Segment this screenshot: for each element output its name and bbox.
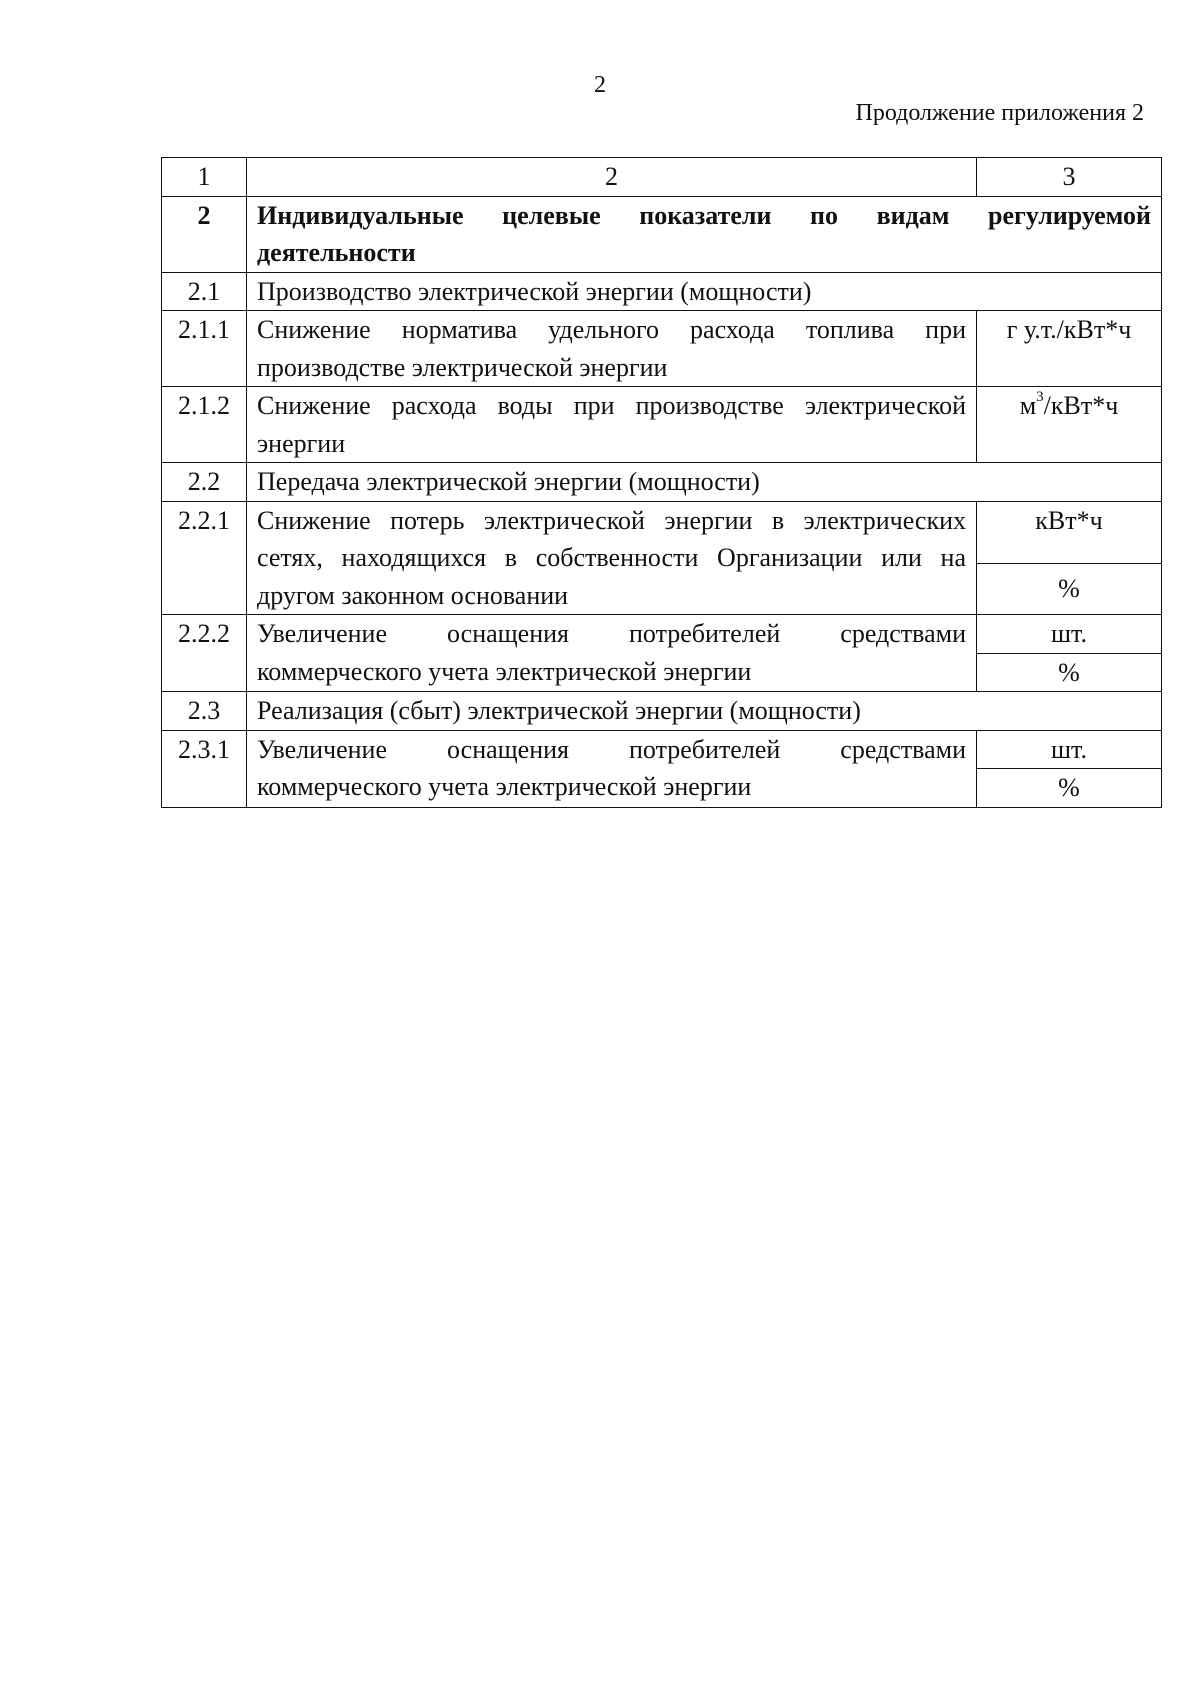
- row-number: 2.2.2: [162, 615, 247, 692]
- indicators-table: [161, 157, 1162, 808]
- row-number: 2.1.2: [162, 387, 247, 463]
- row-description: Снижение норматива удельного расхода топлива при производстве электрической энергии: [247, 311, 977, 387]
- table-row: [162, 730, 1162, 769]
- table-row: [162, 463, 1162, 502]
- row-description: Передача электрической энергии (мощности): [247, 463, 1162, 502]
- row-unit: шт.: [977, 615, 1162, 654]
- row-unit: [977, 387, 1162, 463]
- row-unit: %: [977, 653, 1162, 692]
- row-description-line: Увеличение оснащения потребителей средствами: [257, 734, 966, 764]
- row-number: 2.1.1: [162, 311, 247, 387]
- row-description: [247, 730, 977, 807]
- row-unit: шт.: [977, 730, 1162, 769]
- row-unit: %: [977, 769, 1162, 808]
- unit-superscript: 3: [1036, 389, 1044, 406]
- header-cell-3: 3: [977, 158, 1162, 197]
- row-unit: %: [977, 563, 1162, 614]
- row-description: Снижение расхода воды при производстве электрической энергии: [247, 387, 977, 463]
- table-row: [162, 615, 1162, 654]
- row-description-line: коммерческого учета электрической энергии: [257, 656, 752, 686]
- row-number: 2.2.1: [162, 501, 247, 615]
- row-description: Снижение потерь электрической энергии в электрических сетях, находящихся в собственности Организации или на другом законном основании: [247, 501, 977, 615]
- continuation-label: Продолжение приложения 2: [855, 100, 1144, 126]
- row-description: [247, 615, 977, 692]
- section-title: Индивидуальные целевые показатели по видам регулируемой деятельности: [247, 196, 1162, 272]
- page-number: 2: [594, 72, 606, 98]
- unit-rest: /кВт*ч: [1043, 391, 1119, 420]
- unit-base: м: [1019, 391, 1037, 420]
- row-description: Реализация (сбыт) электрической энергии (мощности): [247, 692, 1162, 731]
- row-description-line: Увеличение оснащения потребителей средствами: [257, 619, 966, 648]
- row-number: 2.1: [162, 272, 247, 311]
- row-number: 2.2: [162, 463, 247, 502]
- table-row: [162, 501, 1162, 563]
- table-header-row: [162, 158, 1162, 197]
- table-row: [162, 272, 1162, 311]
- header-cell-2: 2: [247, 158, 977, 197]
- header-cell-1: 1: [162, 158, 247, 197]
- row-description: Производство электрической энергии (мощности): [247, 272, 1162, 311]
- row-description-line: коммерческого учета электрической энергии: [257, 772, 752, 801]
- table-row: [162, 387, 1162, 463]
- table-row: [162, 311, 1162, 387]
- row-number: 2.3.1: [162, 730, 247, 807]
- table-row: [162, 692, 1162, 731]
- section-number: 2: [162, 196, 247, 272]
- row-number: 2.3: [162, 692, 247, 731]
- row-unit: кВт*ч: [977, 501, 1162, 563]
- section-row: [162, 196, 1162, 272]
- row-unit: г у.т./кВт*ч: [977, 311, 1162, 387]
